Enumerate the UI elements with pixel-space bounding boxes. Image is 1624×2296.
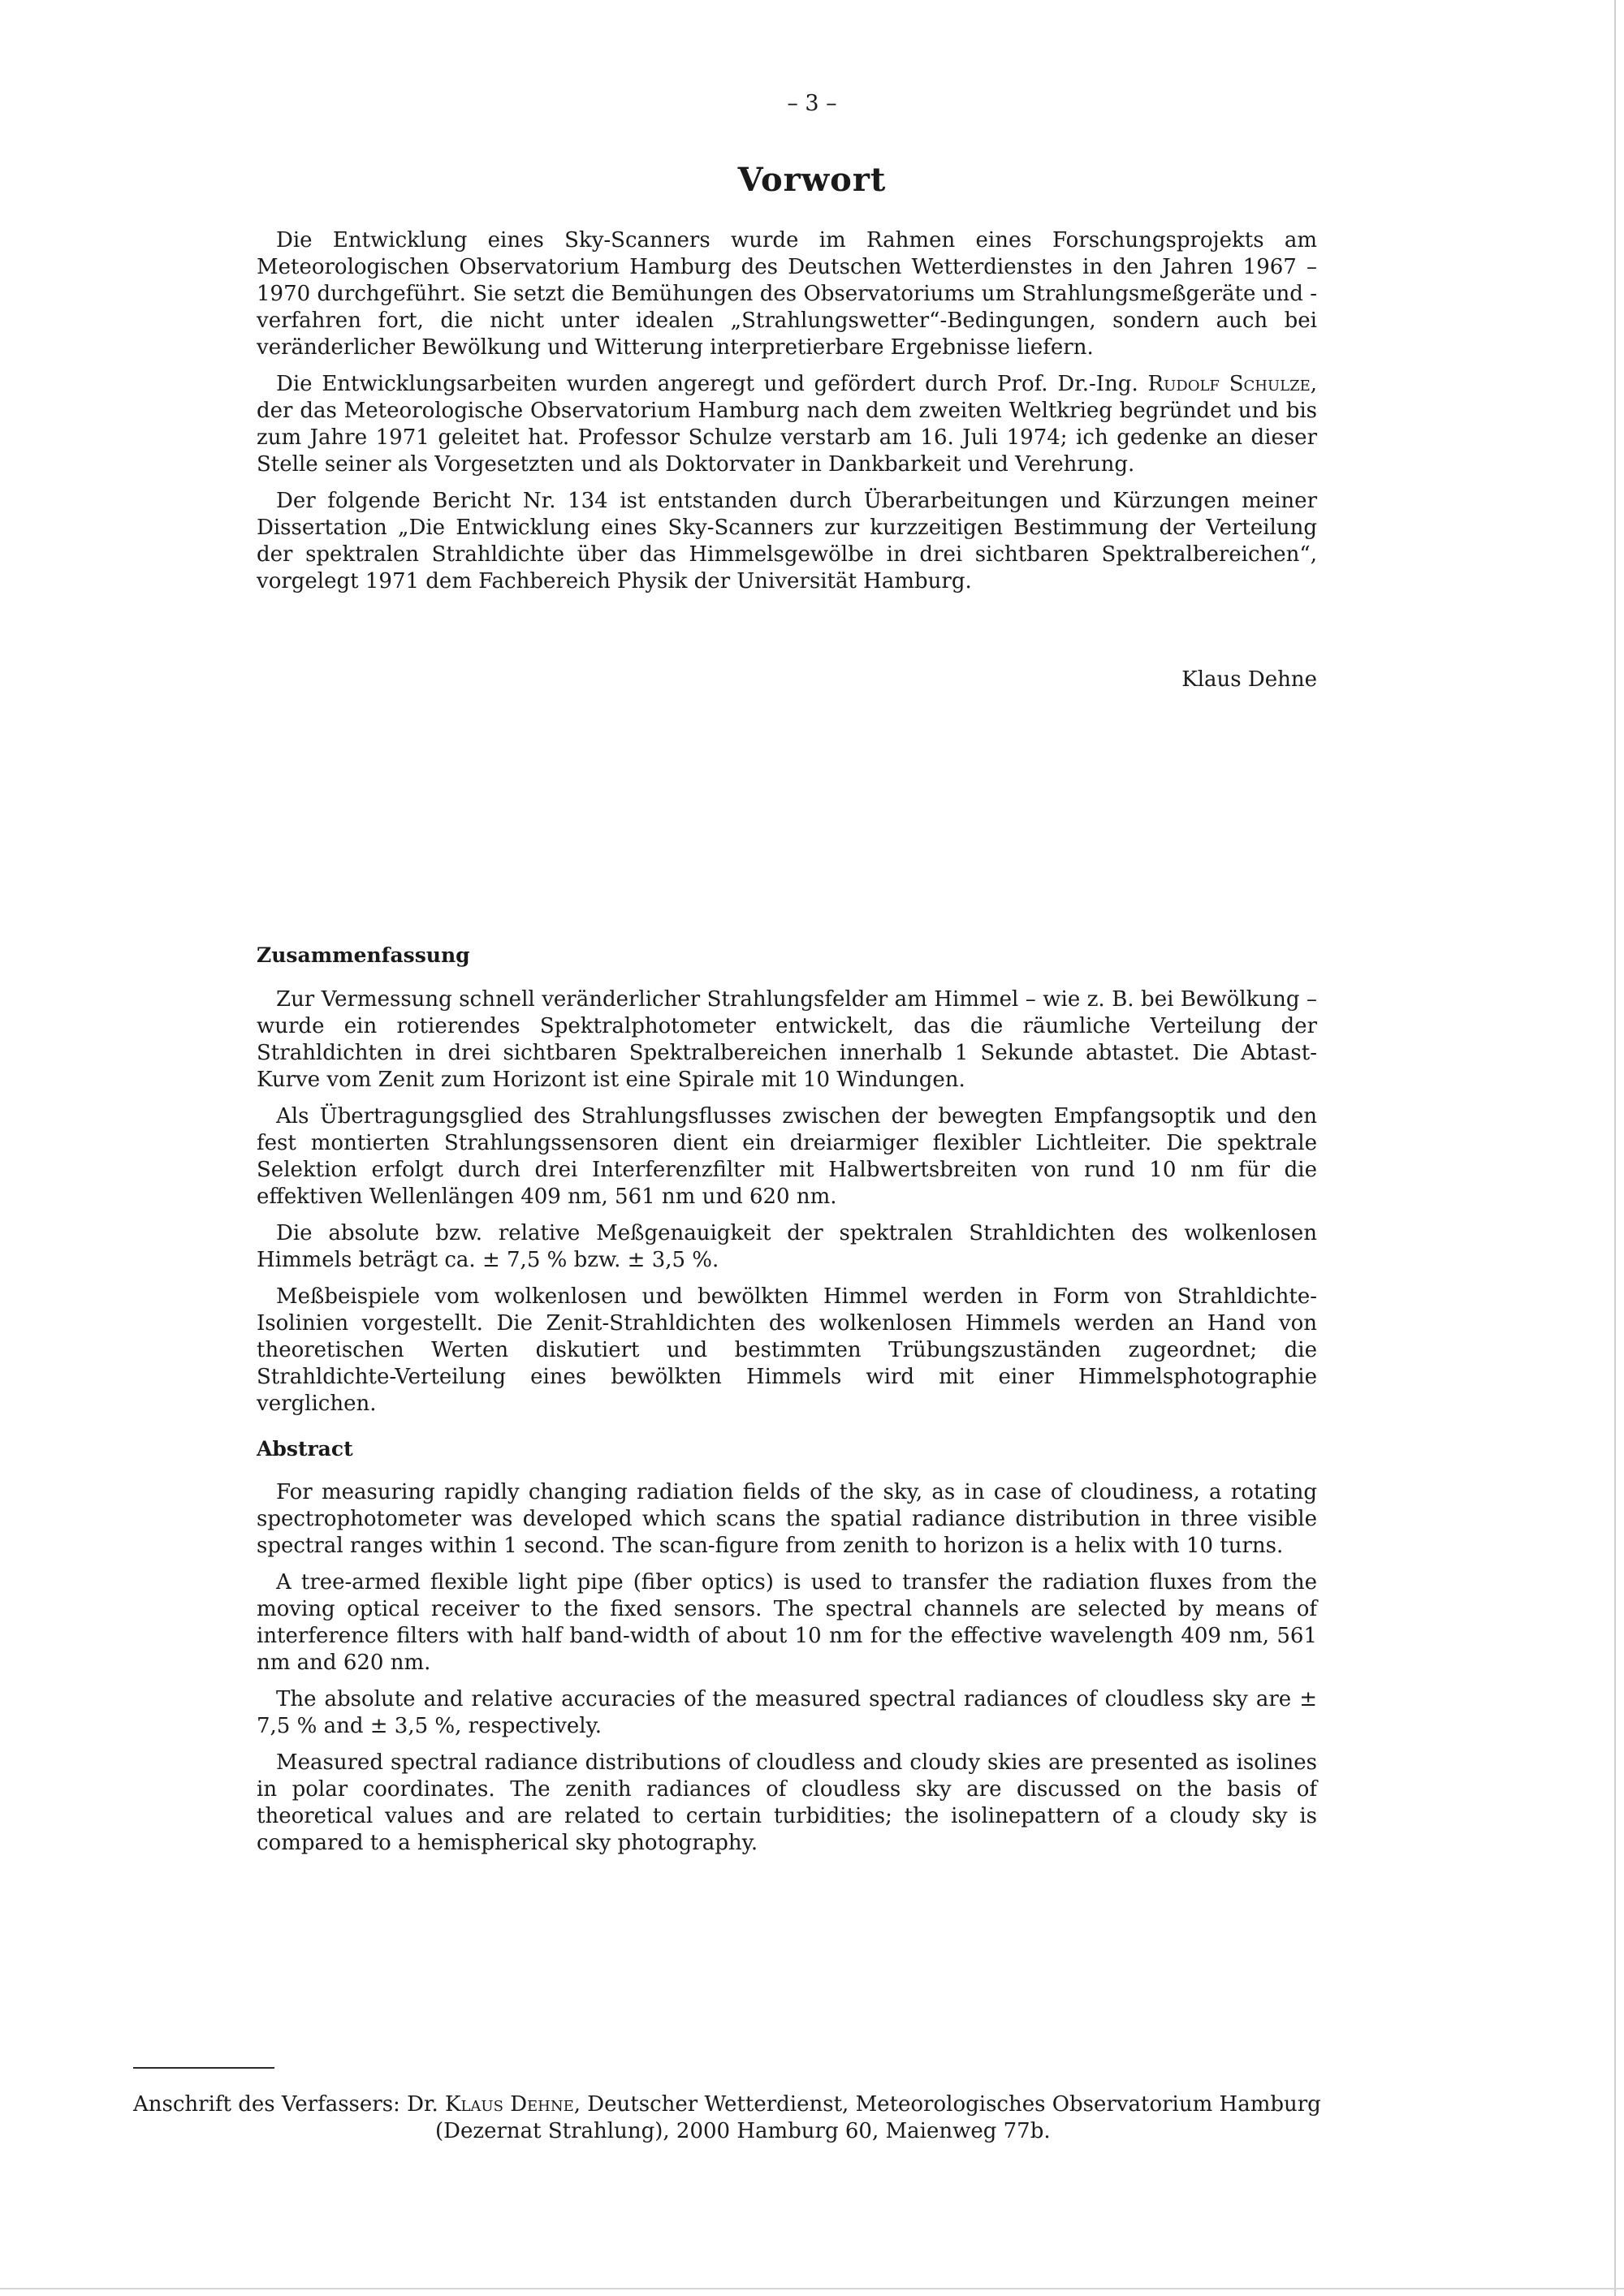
vorwort-paragraph-2-end: , der das Meteorologische Observatorium Hamburg nach dem zweiten Weltkrieg begründet und bis zum Jahre 1971 geleitet hat. Professor Schulze verstarb am 16. Juli 1974; ich gedenke an dieser Stelle seiner als Vorgesetzten und als Doktorvater in Dankbarkeit und Verehrung. [257,372,1318,477]
vorwort-section [257,227,1317,595]
footnote-affiliation: , Deutscher Wetterdienst, Meteorologisches Observatorium Hamburg [573,2092,1321,2117]
person-name-rudolf-schulze: Rudolf Schulze [1147,372,1311,396]
page-edge-bottom [0,2288,1624,2290]
page-number: – 3 – [787,91,837,116]
footnote-line-2: (Dezernat Strahlung), 2000 Hamburg 60, Maienweg 77b. [435,2119,1051,2143]
abstract-section [257,1479,1317,1857]
zusammenfassung-paragraph-2: Als Übertragungsglied des Strahlungsflusses zwischen der bewegten Empfangsoptik und den fest montierten Strahlungssensoren dient ein dreiarmiger flexibler Lichtleiter. Die spektrale Selektion erfolgt durch drei Interferenzfilter mit Halbwertsbreiten von rund 10 nm für die effektiven Wellenlängen 409 nm, 561 nm und 620 nm. [257,1104,1317,1209]
person-name-klaus-dehne: Klaus Dehne [445,2092,574,2117]
zusammenfassung-paragraph-4: Meßbeispiele vom wolkenlosen und bewölkten Himmel werden in Form von Strahldichte-Isolinien vorgestellt. Die Zenit-Strahldichten des wolkenlosen Himmels werden an Hand von theoretischen Werten diskutiert und bestimmten Trübungszuständen zugeordnet; die Strahldichte-Verteilung eines bewölkten Himmels wird mit einer Himmelsphotographie verglichen. [257,1284,1317,1416]
abstract-paragraph-1: For measuring rapidly changing radiation fields of the sky, as in case of cloudiness, a rotating spectrophotometer was developed which scans the spatial radiance distribution in three visible spectral ranges within 1 second. The scan-figure from zenith to horizon is a helix with 10 turns. [257,1480,1317,1558]
zusammenfassung-paragraph-3: Die absolute bzw. relative Meßgenauigkeit der spektralen Strahldichten des wolkenlosen Himmels beträgt ca. ± 7,5 % bzw. ± 3,5 %. [257,1221,1317,1272]
author-address-footnote [133,2091,1411,2145]
vorwort-paragraph-1: Die Entwicklung eines Sky-Scanners wurde im Rahmen eines Forschungsprojekts am Meteorologischen Observatorium Hamburg des Deutschen Wetterdienstes in den Jahren 1967 – 1970 durchgeführt. Sie setzt die Bemühungen des Observatoriums um Strahlungsmeßgeräte und -verfahren fort, die nicht unter idealen „Strahlungswetter“-Bedingungen, sondern auch bei veränderlicher Bewölkung und Witterung interpretierbare Ergebnisse liefern. [257,228,1317,360]
footnote-line-1 [133,2091,1411,2118]
footnote-lead: Anschrift des Verfassers: Dr. [133,2092,438,2117]
vorwort-paragraph-3: Der folgende Bericht Nr. 134 ist entstanden durch Überarbeitungen und Kürzungen meiner Dissertation „Die Entwicklung eines Sky-Scanners zur kurzzeitigen Bestimmung der Verteilung der spektralen Strahldichte über das Himmelsgewölbe in drei sichtbaren Spektralbereichen“, vorgelegt 1971 dem Fachbereich Physik der Universität Hamburg. [257,489,1317,593]
abstract-paragraph-3: The absolute and relative accuracies of the measured spectral radiances of cloudless sky are ± 7,5 % and ± 3,5 %, respectively. [257,1687,1317,1738]
page-edge-right [1614,0,1616,2296]
footnote-rule [133,2067,274,2069]
zusammenfassung-heading: Zusammenfassung [257,943,470,967]
vorwort-paragraph-2 [257,371,1317,478]
zusammenfassung-section [257,986,1317,1418]
abstract-heading: Abstract [257,1437,353,1461]
abstract-paragraph-4: Measured spectral radiance distributions of cloudless and cloudy skies are presented as isolines in polar coordinates. The zenith radiances of cloudless sky are discussed on the basis of theoretical values and are related to certain turbidities; the isolinepattern of a cloudy sky is compared to a hemispherical sky photography. [257,1750,1317,1855]
page-title: Vorwort [737,161,887,199]
author-signature: Klaus Dehne [1181,667,1317,692]
zusammenfassung-paragraph-1: Zur Vermessung schnell veränderlicher Strahlungsfelder am Himmel – wie z. B. bei Bewölkung – wurde ein rotierendes Spektralphotometer entwickelt, das die räumliche Verteilung der Strahldichten in drei sichtbaren Spektralbereichen innerhalb 1 Sekunde abtastet. Die Abtast-Kurve vom Zenit zum Horizont ist eine Spirale mit 10 Windungen. [257,987,1317,1092]
abstract-paragraph-2: A tree-armed flexible light pipe (fiber optics) is used to transfer the radiation fluxes from the moving optical receiver to the fixed sensors. The spectral channels are selected by means of interference filters with half band-width of about 10 nm for the effective wavelength 409 nm, 561 nm and 620 nm. [257,1570,1317,1675]
vorwort-paragraph-2-start: Die Entwicklungsarbeiten wurden angeregt und gefördert durch Prof. Dr.-Ing. [276,372,1138,396]
